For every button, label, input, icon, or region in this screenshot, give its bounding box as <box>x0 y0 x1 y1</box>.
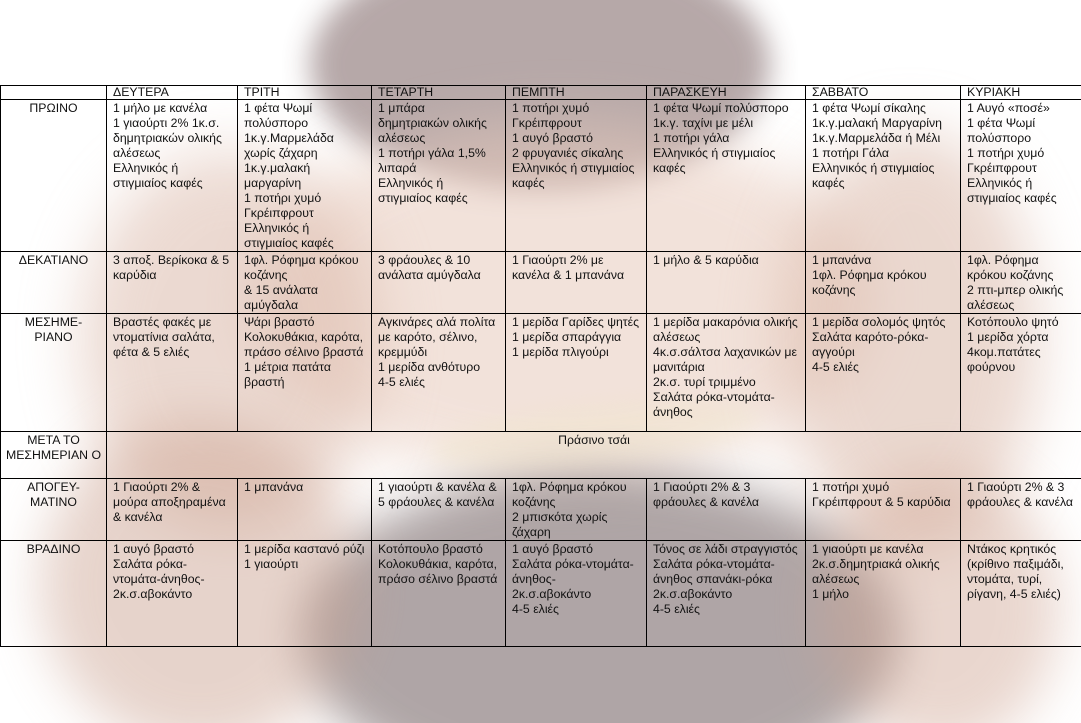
meal-cell: 1 μερίδα σολομός ψητός Σαλάτα καρότο-ρόκα-αγγούρι 4-5 ελιές <box>806 314 961 432</box>
meal-cell: Ντάκος κρητικός (κρίθινο παξιμάδι, ντομάτα, τυρί, ρίγανη, 4-5 ελιές) <box>961 541 1081 647</box>
day-header: ΚΥΡΙΑΚΗ <box>961 86 1081 100</box>
meal-cell: 1 φέτα Ψωμί πολύσπορο 1κ.γ.Μαρμελάδα χωρίς ζάχαρη 1κ.γ.μαλακή μαργαρίνη 1 ποτήρι χυμό Γκρέιπφρουτ Ελληνικός ή στιγμιαίος καφές <box>238 100 372 252</box>
meal-cell: Ψάρι βραστό Κολοκυθάκια, καρότα, πράσο σέλινο βραστά 1 μέτρια πατάτα βραστή <box>238 314 372 432</box>
meal-cell: 1 ποτήρι χυμό Γκρέιπφρουτ 1 αυγό βραστό 2 φρυγανιές σίκαλης Ελληνικός ή στιγμιαίος καφές <box>506 100 647 252</box>
merged-week-cell: Πράσινο τσάι <box>107 432 1081 479</box>
day-header: ΠΕΜΠΤΗ <box>506 86 647 100</box>
meal-cell: 1 μερίδα Γαρίδες ψητές 1 μερίδα σπαράγγια 1 μερίδα πλιγούρι <box>506 314 647 432</box>
meal-cell: 1 ποτήρι χυμό Γκρέιπφρουτ & 5 καρύδια <box>806 479 961 541</box>
weekly-meal-plan-table <box>0 85 1081 647</box>
meal-cell: 1 γιαούρτι & κανέλα & 5 φράουλες & κανέλα <box>372 479 506 541</box>
day-header: ΣΑΒΒΑΤΟ <box>806 86 961 100</box>
meal-label: ΠΡΩΙΝΟ <box>1 100 107 252</box>
meal-label: ΑΠΟΓΕΥ- ΜΑΤΙΝΟ <box>1 479 107 541</box>
meal-label: ΜΕΣΗΜΕ- ΡΙΑΝΟ <box>1 314 107 432</box>
meal-cell: Κοτόπουλο ψητό 1 μερίδα χόρτα 4κομ.πατάτες φούρνου <box>961 314 1081 432</box>
meal-row-lunch <box>1 314 1081 432</box>
meal-cell: 1 φέτα Ψωμί σίκαλης 1κ.γ.μαλακή Μαργαρίνη 1κ.γ.Μαρμελάδα ή Μέλι 1 ποτήρι Γάλα Ελληνικός ή στιγμιαίος καφές <box>806 100 961 252</box>
meal-cell: 1 μήλο με κανέλα 1 γιαούρτι 2% 1κ.σ. δημητριακών ολικής αλέσεως Ελληνικός ή στιγμιαίος καφές <box>107 100 238 252</box>
meal-cell: Τόνος σε λάδι στραγγιστός Σαλάτα ρόκα-ντομάτα-άνηθος σπανάκι-ρόκα 2κ.σ.αβοκάντο 4-5 ελιές <box>647 541 806 647</box>
meal-cell: 1 μπάρα δημητριακών ολικής αλέσεως 1 ποτήρι γάλα 1,5% λιπαρά Ελληνικός ή στιγμιαίος καφές <box>372 100 506 252</box>
header-corner-cell <box>1 86 107 100</box>
meal-cell: 1 μπανάνα 1φλ. Ρόφημα κρόκου κοζάνης <box>806 252 961 314</box>
day-header: ΤΡΙΤΗ <box>238 86 372 100</box>
meal-cell: 1 αυγό βραστό Σαλάτα ρόκα-ντομάτα-άνηθος- 2κ.σ.αβοκάντο 4-5 ελιές <box>506 541 647 647</box>
meal-label: ΒΡΑΔΙΝΟ <box>1 541 107 647</box>
meal-cell: Αγκινάρες αλά πολίτα με καρότο, σέλινο, κρεμμύδι 1 μερίδα ανθότυρο 4-5 ελιές <box>372 314 506 432</box>
meal-cell: 1 Γιαούρτι 2% & 3 φράουλες & κανέλα <box>961 479 1081 541</box>
meal-cell: 1 μήλο & 5 καρύδια <box>647 252 806 314</box>
meal-cell: 3 φράουλες & 10 ανάλατα αμύγδαλα <box>372 252 506 314</box>
meal-cell: 1 μπανάνα <box>238 479 372 541</box>
meal-cell: 1 Γιαούρτι 2% & 3 φράουλες & κανέλα <box>647 479 806 541</box>
day-header: ΠΑΡΑΣΚΕΥΗ <box>647 86 806 100</box>
meal-cell: Κοτόπουλο βραστό Κολοκυθάκια, καρότα, πράσο σέλινο βραστά <box>372 541 506 647</box>
meal-cell: 1 γιαούρτι με κανέλα 2κ.σ.δημητριακά ολικής αλέσεως 1 μήλο <box>806 541 961 647</box>
meal-cell: 1 Γιαούρτι 2% με κανέλα & 1 μπανάνα <box>506 252 647 314</box>
meal-cell: 1 Γιαούρτι 2% & μούρα αποξηραμένα & κανέλα <box>107 479 238 541</box>
day-header: ΤΕΤΑΡΤΗ <box>372 86 506 100</box>
meal-cell: 1 φέτα Ψωμί πολύσπορο 1κ.γ. ταχίνι με μέλι 1 ποτήρι γάλα Ελληνικός ή στιγμιαίος καφές <box>647 100 806 252</box>
meal-cell: 1φλ. Ρόφημα κρόκου κοζάνης 2 πτι-μπερ ολικής αλέσεως <box>961 252 1081 314</box>
meal-row-dinner <box>1 541 1081 647</box>
meal-cell: 1 Αυγό «ποσέ» 1 φέτα Ψωμί πολύσπορο 1 ποτήρι χυμό Γκρέιπφρουτ Ελληνικός ή στιγμιαίος καφές <box>961 100 1081 252</box>
meal-cell: 1 αυγό βραστό Σαλάτα ρόκα-ντομάτα-άνηθος- 2κ.σ.αβοκάντο <box>107 541 238 647</box>
meal-cell: Βραστές φακές με ντοματίνια σαλάτα, φέτα & 5 ελιές <box>107 314 238 432</box>
meal-row-breakfast <box>1 100 1081 252</box>
meal-cell: 3 αποξ. Βερίκοκα & 5 καρύδια <box>107 252 238 314</box>
meal-cell: 1φλ. Ρόφημα κρόκου κοζάνης 2 μπισκότα χωρίς ζάχαρη <box>506 479 647 541</box>
meal-row-snack-afternoon <box>1 479 1081 541</box>
meal-cell: 1 μερίδα καστανό ρύζι 1 γιαούρτι <box>238 541 372 647</box>
meal-row-snack-morning <box>1 252 1081 314</box>
meal-cell: 1 μερίδα μακαρόνια ολικής αλέσεως 4κ.σ.σάλτσα λαχανικών με μανιτάρια 2κ.σ. τυρί τριμμένο Σαλάτα ρόκα-ντομάτα-άνηθος <box>647 314 806 432</box>
header-row <box>1 86 1081 100</box>
day-header: ΔΕΥΤΕΡΑ <box>107 86 238 100</box>
meal-label: ΜΕΤΑ ΤΟ ΜΕΣΗΜΕΡΙΑΝ Ο <box>1 432 107 479</box>
meal-label: ΔΕΚΑΤΙΑΝΟ <box>1 252 107 314</box>
meal-cell: 1φλ. Ρόφημα κρόκου κοζάνης & 15 ανάλατα αμύγδαλα <box>238 252 372 314</box>
meal-row-after-lunch <box>1 432 1081 479</box>
